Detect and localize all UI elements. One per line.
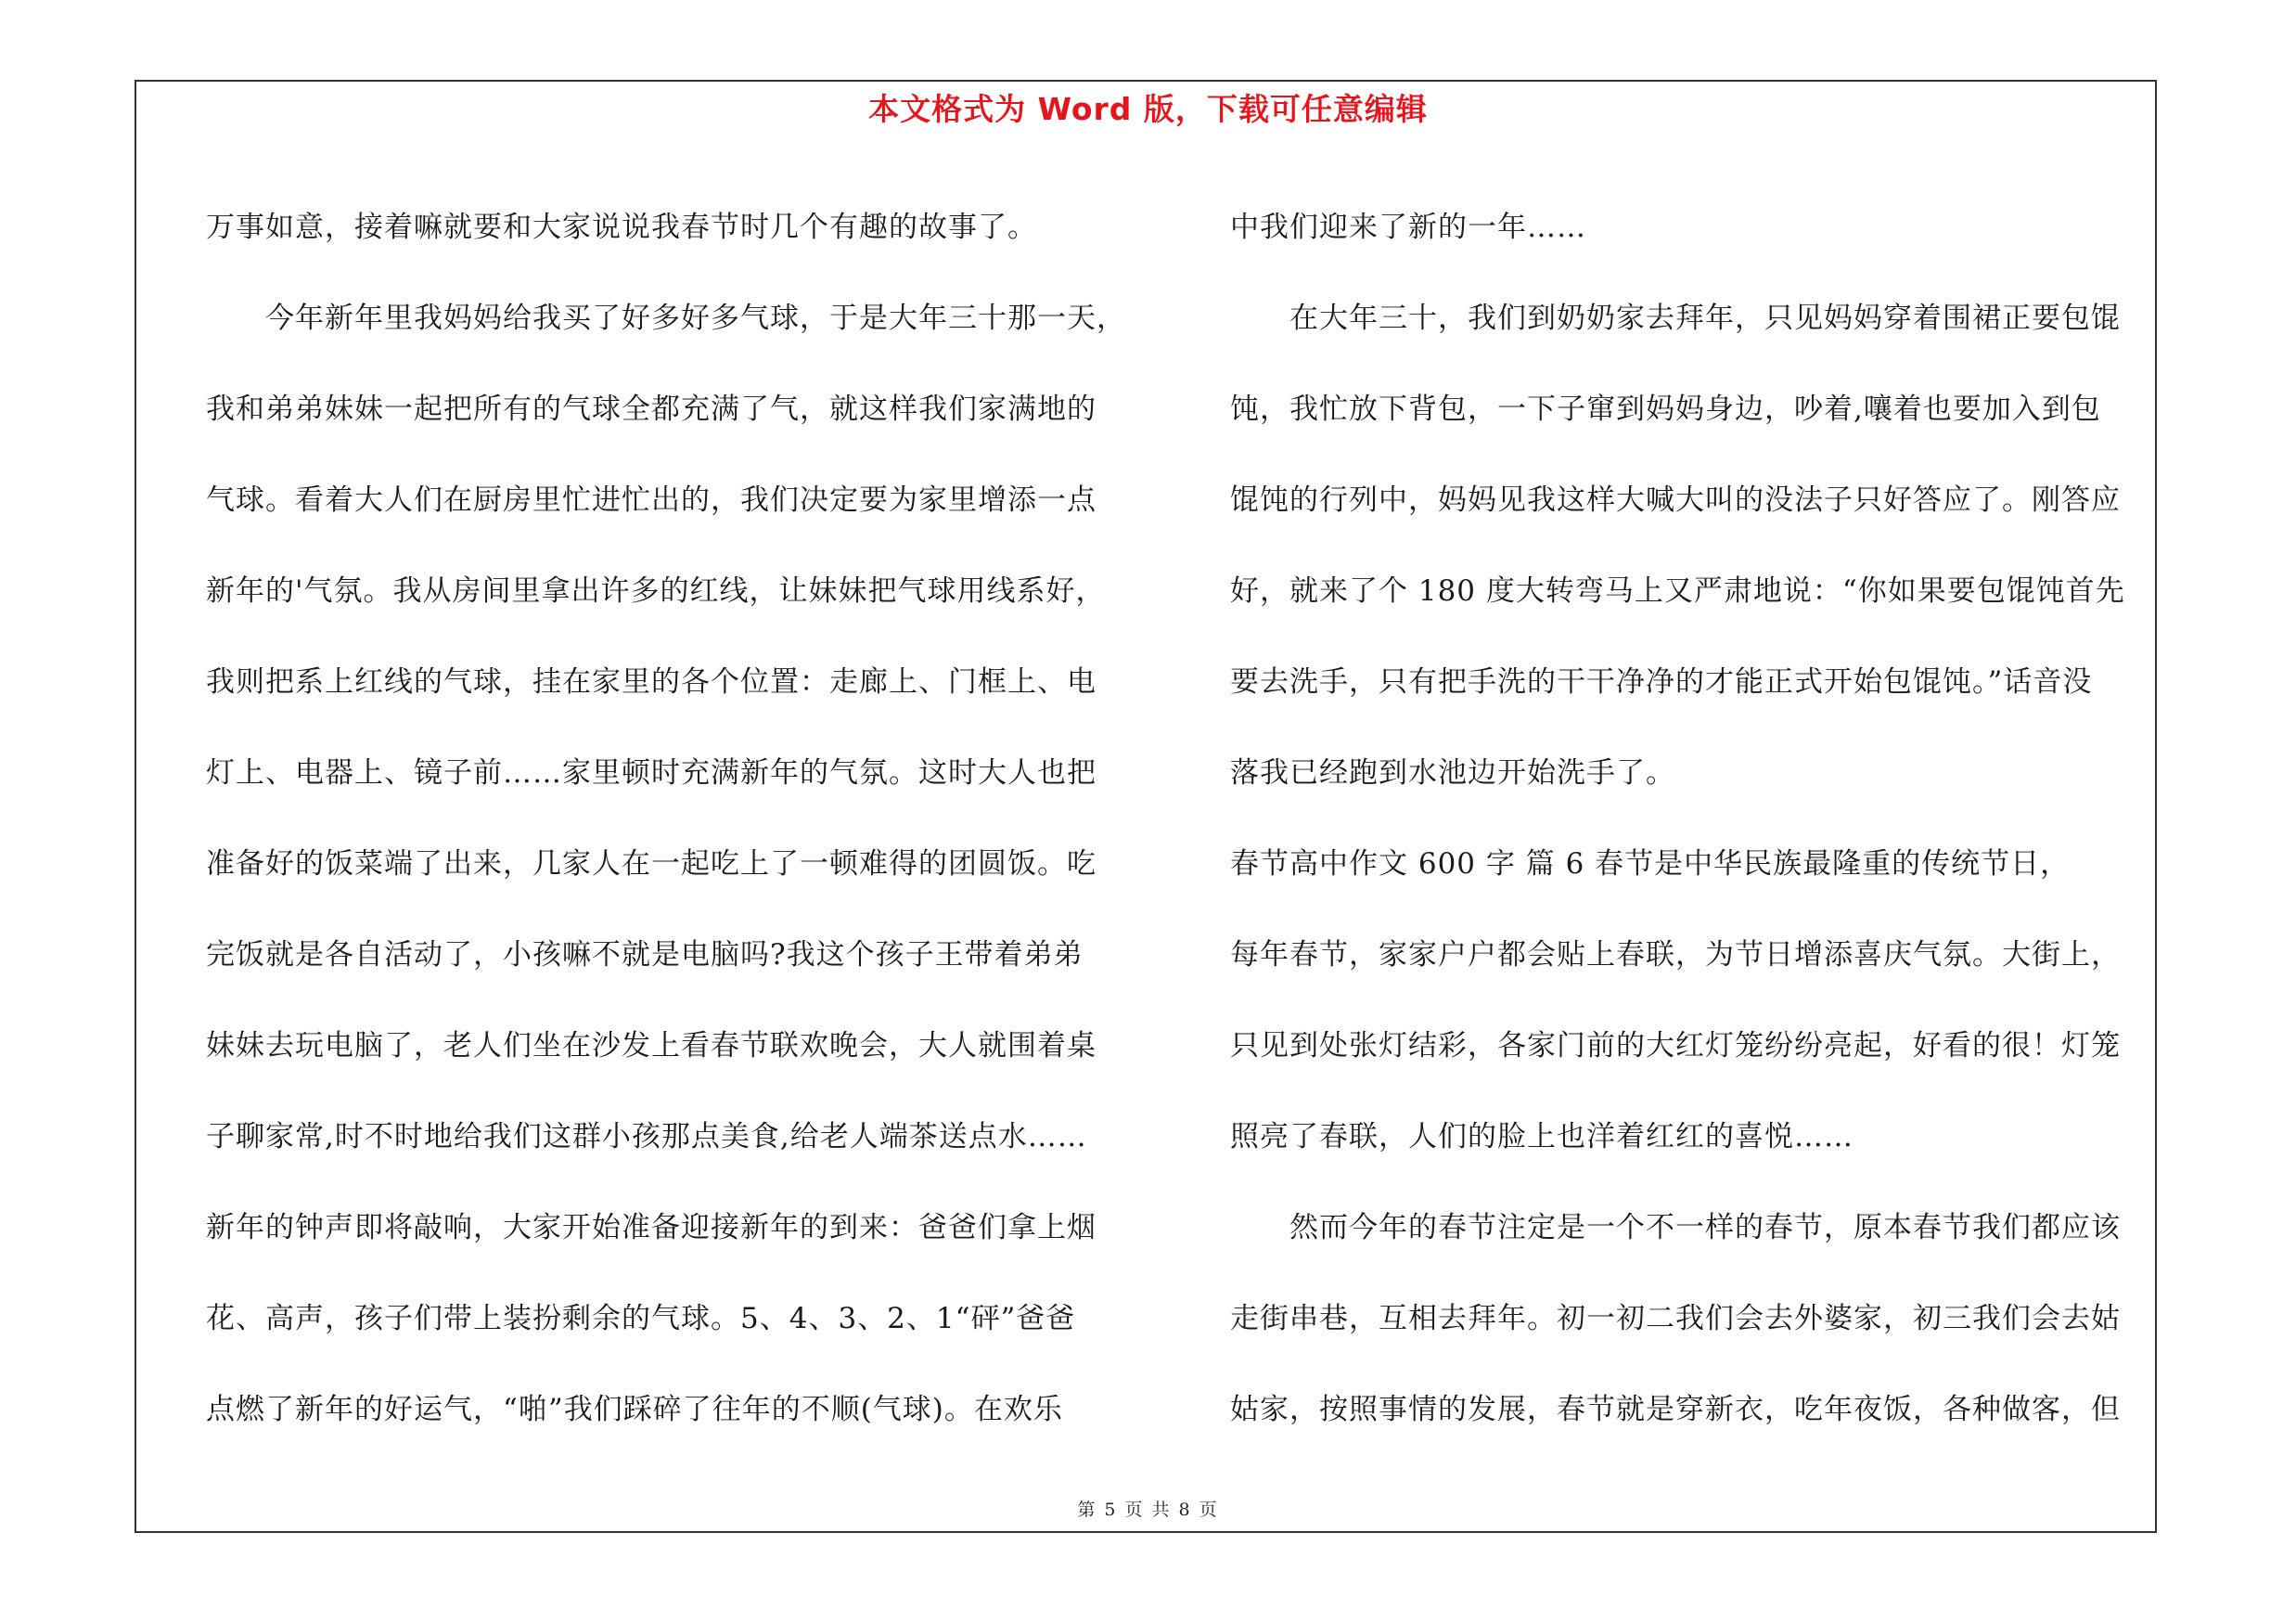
text-line: 灯上、电器上、镜子前……家里顿时充满新年的气氛。这时大人也把 [206, 756, 1097, 790]
text-line: 在大年三十，我们到奶奶家去拜年，只见妈妈穿着围裙正要包馄 [1289, 302, 2121, 335]
text-line: 要去洗手，只有把手洗的干干净净的才能正式开始包馄饨。”话音没 [1230, 665, 2093, 699]
word-format-notice: 本文格式为 Word 版，下载可任意编辑 [868, 91, 1428, 127]
text-line: 我则把系上红线的气球，挂在家里的各个位置：走廊上、门框上、电 [206, 665, 1097, 699]
left-text-column [206, 182, 1134, 1455]
text-line: 新年的钟声即将敲响，大家开始准备迎接新年的到来：爸爸们拿上烟 [206, 1211, 1097, 1244]
text-line: 姑家，按照事情的发展，春节就是穿新衣，吃年夜饭，各种做客，但 [1230, 1393, 2121, 1426]
text-line: 今年新年里我妈妈给我买了好多好多气球，于是大年三十那一天， [265, 302, 1126, 335]
text-line: 气球。看着大人们在厨房里忙进忙出的，我们决定要为家里增添一点 [206, 483, 1097, 517]
text-line: 落我已经跑到水池边开始洗手了。 [1230, 756, 1675, 790]
text-line: 中我们迎来了新的一年…… [1230, 211, 1586, 244]
text-line: 妹妹去玩电脑了，老人们坐在沙发上看春节联欢晚会，大人就围着桌 [206, 1029, 1097, 1063]
text-line: 点燃了新年的好运气，“啪”我们踩碎了往年的不顺(气球)。在欢乐 [206, 1393, 1063, 1426]
text-line: 好，就来了个 180 度大转弯马上又严肃地说：“你如果要包馄饨首先 [1230, 574, 2125, 608]
text-line: 我和弟弟妹妹一起把所有的气球全都充满了气，就这样我们家满地的 [206, 393, 1097, 426]
text-line: 饨，我忙放下背包，一下子窜到妈妈身边，吵着,嚷着也要加入到包 [1230, 393, 2101, 426]
text-line: 万事如意，接着嘛就要和大家说说我春节时几个有趣的故事了。 [206, 211, 1037, 244]
text-line: 每年春节，家家户户都会贴上春联，为节日增添喜庆气氛。大街上， [1230, 938, 2121, 972]
text-line: 完饭就是各自活动了，小孩嘛不就是电脑吗?我这个孩子王带着弟弟 [206, 938, 1084, 972]
text-line: 然而今年的春节注定是一个不一样的春节，原本春节我们都应该 [1289, 1211, 2121, 1244]
text-line: 花、高声，孩子们带上装扮剩余的气球。5、4、3、2、1“砰”爸爸 [206, 1302, 1076, 1335]
text-line: 照亮了春联，人们的脸上也洋着红红的喜悦…… [1230, 1120, 1853, 1153]
section-heading-line: 春节高中作文 600 字 篇 6 春节是中华民族最隆重的传统节日， [1230, 847, 2071, 881]
text-line: 准备好的饭菜端了出来，几家人在一起吃上了一顿难得的团圆饭。吃 [206, 847, 1097, 881]
text-line: 走街串巷，互相去拜年。初一初二我们会去外婆家，初三我们会去姑 [1230, 1302, 2121, 1335]
text-line: 子聊家常,时不时地给我们这群小孩那点美食,给老人端茶送点水…… [206, 1120, 1087, 1153]
text-line: 只见到处张灯结彩，各家门前的大红灯笼纷纷亮起，好看的很！灯笼 [1230, 1029, 2121, 1063]
text-line: 馄饨的行列中，妈妈见我这样大喊大叫的没法子只好答应了。刚答应 [1230, 483, 2121, 517]
right-text-column [1230, 182, 2158, 1455]
page-number: 第 5 页 共 8 页 [1077, 1500, 1219, 1520]
text-line: 新年的'气氛。我从房间里拿出许多的红线，让妹妹把气球用线系好， [206, 574, 1106, 608]
